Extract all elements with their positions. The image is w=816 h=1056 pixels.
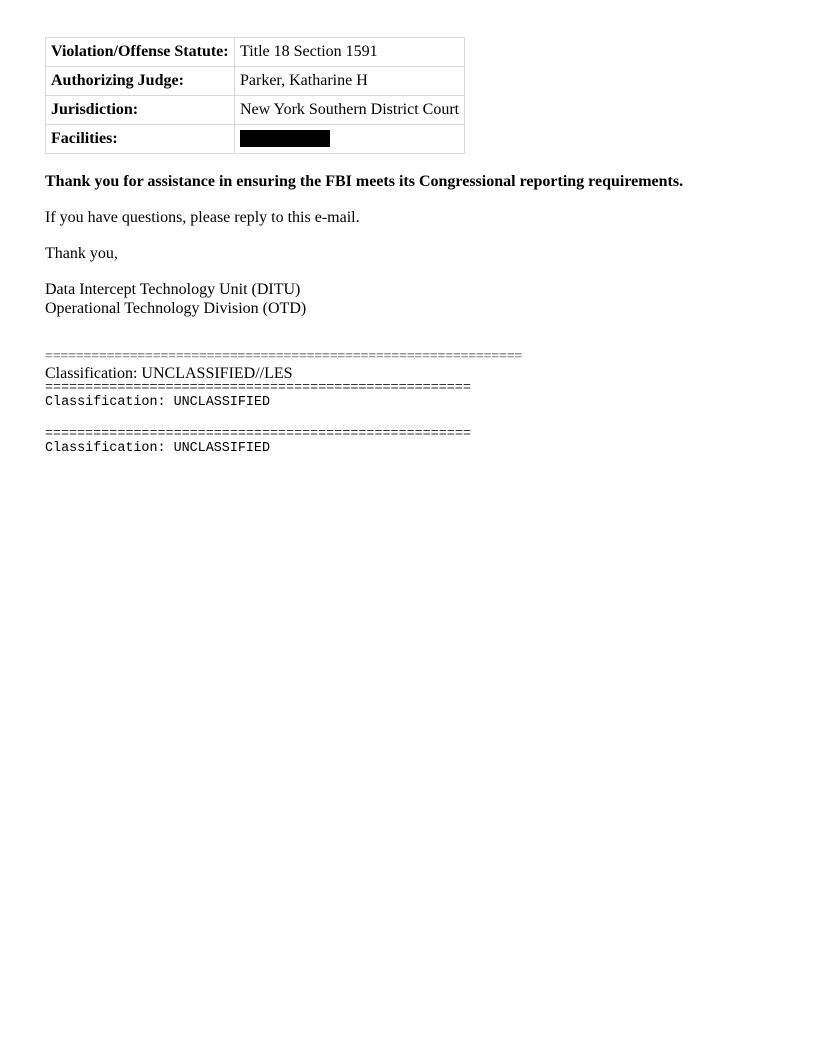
signature-division: Operational Technology Division (OTD): [45, 300, 307, 317]
table-row: [46, 125, 465, 154]
separator-line: =====================================================: [45, 383, 471, 395]
classification-marking: Classification: UNCLASSIFIED: [45, 395, 270, 410]
facilities-value: [235, 125, 465, 154]
jurisdiction-label: Jurisdiction:: [46, 96, 235, 125]
judge-value: Parker, Katharine H: [235, 67, 465, 96]
facilities-label: Facilities:: [46, 125, 235, 154]
case-info-table: [45, 37, 465, 154]
separator-line: ==============================================================: [45, 350, 523, 364]
reporting-notice: Thank you for assistance in ensuring the FBI meets its Congressional reporting requirements.: [45, 173, 684, 190]
classification-marking: Classification: UNCLASSIFIED//LES: [45, 365, 293, 382]
statute-value: Title 18 Section 1591: [235, 38, 465, 67]
signature-unit: Data Intercept Technology Unit (DITU): [45, 281, 301, 298]
jurisdiction-value: New York Southern District Court: [235, 96, 465, 125]
classification-marking: Classification: UNCLASSIFIED: [45, 441, 270, 456]
signature-block: [45, 280, 785, 318]
judge-label: Authorizing Judge:: [46, 67, 235, 96]
questions-text: If you have questions, please reply to this e-mail.: [45, 209, 360, 226]
table-row: [46, 38, 465, 67]
email-body: [45, 37, 785, 457]
closing-text: Thank you,: [45, 245, 118, 262]
redaction-block: [240, 130, 330, 147]
table-row: [46, 67, 465, 96]
separator-line: =====================================================: [45, 429, 471, 441]
statute-label: Violation/Offense Statute:: [46, 38, 235, 67]
table-row: [46, 96, 465, 125]
